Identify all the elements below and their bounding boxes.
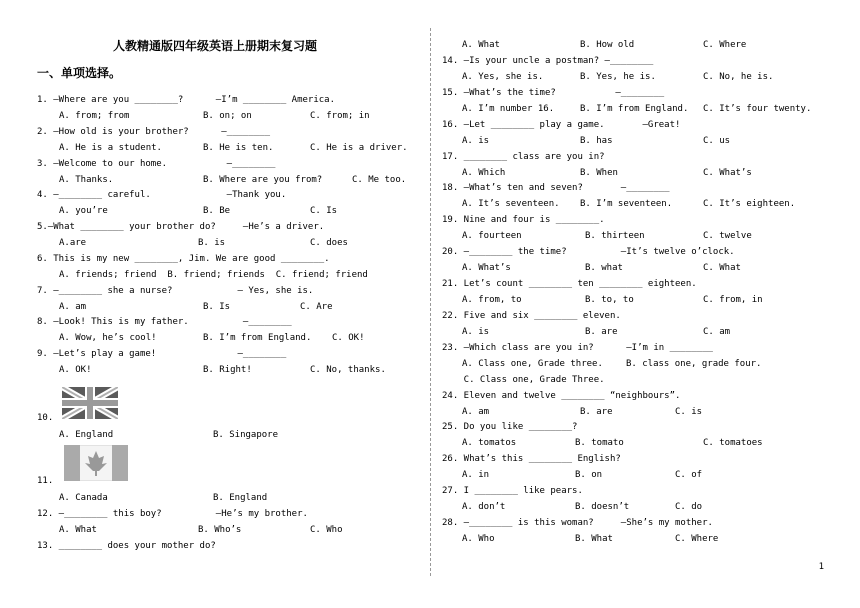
question-text: 16. —Let ________ play a game. —Great! — [442, 120, 681, 130]
answer-option[interactable]: A. you’re — [59, 206, 108, 216]
question-text: 4. —________ careful. —Thank you. — [37, 190, 287, 200]
answer-option[interactable]: B. are — [580, 407, 613, 417]
answer-option[interactable]: A. I’m number 16. — [462, 104, 555, 114]
question-line — [430, 212, 860, 228]
answer-option[interactable]: C. am — [703, 327, 731, 337]
answer-option[interactable]: C. He is a driver. — [310, 143, 408, 153]
question-line — [430, 451, 860, 467]
question-text: 21. Let’s count ________ ten ________ eighteen. — [442, 279, 697, 289]
answer-option[interactable]: B. on — [575, 470, 603, 480]
answer-option[interactable]: A. is — [462, 136, 490, 146]
question-line — [0, 283, 430, 299]
uk-flag-icon — [62, 387, 118, 419]
question-line — [430, 419, 860, 435]
answer-option[interactable]: B. class one, grade four. — [626, 359, 762, 369]
answer-option[interactable]: B. What — [575, 534, 613, 544]
answer-option[interactable]: B. I’m seventeen. — [580, 199, 673, 209]
answer-option[interactable]: A. in — [462, 470, 490, 480]
answer-option[interactable]: A. Yes, she is. — [462, 72, 544, 82]
question-line — [430, 180, 860, 196]
options-line — [430, 101, 860, 117]
answer-option[interactable]: C. from, in — [703, 295, 763, 305]
options-line — [430, 404, 860, 420]
answer-option[interactable]: A. from, to — [462, 295, 522, 305]
question-text: 23. —Which class are you in? —I’m in ________ — [442, 343, 713, 353]
answer-option[interactable]: B. on; on — [203, 111, 252, 121]
options-line — [430, 531, 860, 547]
options-line — [430, 165, 860, 181]
answer-option[interactable]: A. Thanks. — [59, 175, 114, 185]
options-line — [0, 108, 430, 124]
answer-option[interactable]: C. No, he is. — [703, 72, 774, 82]
question-text: 15. —What’s the time? —________ — [442, 88, 665, 98]
question-text: 7. —________ she a nurse? — Yes, she is. — [37, 286, 314, 296]
question-text: 14. —Is your uncle a postman? —________ — [442, 56, 654, 66]
answer-option[interactable]: C. What’s — [703, 168, 752, 178]
question-line — [0, 251, 430, 267]
answer-option[interactable]: B. When — [580, 168, 618, 178]
question-line — [0, 156, 430, 172]
question-text: 18. —What’s ten and seven? —________ — [442, 183, 670, 193]
question-text: 10. — [37, 413, 54, 423]
options-line — [430, 133, 860, 149]
answer-option[interactable]: B. thirteen — [585, 231, 645, 241]
question-line — [430, 244, 860, 260]
options-line — [0, 427, 430, 443]
canada-flag-icon — [64, 445, 128, 481]
answer-option[interactable]: A. am — [59, 302, 87, 312]
options-line — [430, 37, 860, 53]
options-line — [430, 499, 860, 515]
question-line — [430, 388, 860, 404]
question-text: 5.—What ________ your brother do? —He’s a driver. — [37, 222, 325, 232]
answer-option[interactable]: B. Where are you from? — [203, 175, 323, 185]
options-line — [430, 196, 860, 212]
options-line — [0, 267, 430, 283]
question-text: 12. —________ this boy? —He’s my brother. — [37, 509, 308, 519]
options-line — [430, 228, 860, 244]
answer-option[interactable]: C. What — [703, 263, 741, 273]
answer-option[interactable]: C. Who — [310, 525, 343, 535]
question-line — [0, 314, 430, 330]
answer-option[interactable]: B. has — [580, 136, 613, 146]
question-line — [430, 372, 860, 388]
question-line — [430, 276, 860, 292]
answer-option[interactable]: C. Where — [703, 40, 747, 50]
question-line — [430, 85, 860, 101]
question-text: 3. —Welcome to our home. —________ — [37, 159, 276, 169]
options-line — [430, 260, 860, 276]
answer-option[interactable]: A. fourteen — [462, 231, 522, 241]
section-heading: 一、单项选择。 — [37, 66, 122, 80]
question-text: 22. Five and six ________ eleven. — [442, 311, 621, 321]
answer-option[interactable]: A. It’s seventeen. — [462, 199, 560, 209]
answer-option[interactable]: A. Wow, he’s cool! — [59, 333, 157, 343]
answer-option[interactable]: A. from; from — [59, 111, 130, 121]
question-text: 2. —How old is your brother? —________ — [37, 127, 270, 137]
answer-option[interactable]: A. What — [59, 525, 97, 535]
question-line — [430, 53, 860, 69]
options-line — [0, 140, 430, 156]
question-text: 17. ________ class are you in? — [442, 152, 605, 162]
answer-option[interactable]: A. OK! — [59, 365, 92, 375]
answer-option[interactable]: B. are — [585, 327, 618, 337]
options-line — [0, 490, 430, 506]
question-line — [0, 187, 430, 203]
answer-option[interactable]: C. Me too. — [352, 175, 407, 185]
answer-option[interactable]: B. to, to — [585, 295, 634, 305]
answer-option[interactable]: B. is — [198, 238, 226, 248]
answer-option[interactable]: C. twelve — [703, 231, 752, 241]
answer-option[interactable]: B. He is ten. — [203, 143, 274, 153]
question-text: 27. I ________ like pears. — [442, 486, 583, 496]
answer-option[interactable]: C. from; in — [310, 111, 370, 121]
answer-option[interactable]: C. of — [675, 470, 703, 480]
question-line — [430, 483, 860, 499]
answer-option[interactable]: A. tomatos — [462, 438, 517, 448]
question-line — [0, 124, 430, 140]
options-line — [430, 69, 860, 85]
question-text: C. Class one, Grade Three. — [442, 375, 605, 385]
answer-option[interactable]: C. us — [703, 136, 731, 146]
question-line — [430, 149, 860, 165]
answer-option[interactable]: C. It’s four twenty. — [703, 104, 812, 114]
answer-option[interactable]: B. Who’s — [198, 525, 242, 535]
question-text: 19. Nine and four is ________. — [442, 215, 605, 225]
question-line — [430, 117, 860, 133]
question-text: 1. —Where are you ________? —I’m ________ America. — [37, 95, 336, 105]
answer-option[interactable]: C. tomatoes — [703, 438, 763, 448]
question-text: 24. Eleven and twelve ________ “neighbours”. — [442, 391, 681, 401]
question-text: 25. Do you like ________? — [442, 422, 578, 432]
answer-option[interactable]: B. Be — [203, 206, 231, 216]
answer-option[interactable]: C. do — [675, 502, 703, 512]
page-title: 人教精通版四年级英语上册期末复习题 — [112, 39, 317, 53]
answer-option[interactable]: B. tomato — [575, 438, 624, 448]
answer-option[interactable]: A. Who — [462, 534, 495, 544]
question-text: 6. This is my new ________, Jim. We are good ________. — [37, 254, 330, 264]
answer-option[interactable]: B. Singapore — [213, 430, 279, 440]
options-line — [0, 330, 430, 346]
answer-option[interactable]: A. He is a student. — [59, 143, 162, 153]
options-line — [0, 362, 430, 378]
answer-option[interactable]: C. It’s eighteen. — [703, 199, 796, 209]
answer-option[interactable]: B. Is — [203, 302, 231, 312]
options-line — [430, 292, 860, 308]
question-text: 8. —Look! This is my father. —________ — [37, 317, 292, 327]
question-line — [430, 308, 860, 324]
options-line — [0, 522, 430, 538]
answer-option[interactable]: A. friends; friend B. friend; friends C. friend; friend — [59, 270, 368, 280]
options-line — [0, 203, 430, 219]
options-line — [430, 324, 860, 340]
answer-option[interactable]: C. is — [675, 407, 703, 417]
options-line — [430, 356, 860, 372]
answer-option[interactable]: B. How old — [580, 40, 635, 50]
answer-option[interactable]: A. Which — [462, 168, 506, 178]
answer-option[interactable]: A. Class one, Grade three. — [462, 359, 603, 369]
answer-option[interactable]: C. OK! — [332, 333, 365, 343]
answer-option[interactable]: C. does — [310, 238, 348, 248]
answer-option[interactable]: A. is — [462, 327, 490, 337]
answer-option[interactable]: A. England — [59, 430, 114, 440]
options-line — [0, 235, 430, 251]
question-line — [0, 92, 430, 108]
question-text: 9. —Let’s play a game! —________ — [37, 349, 287, 359]
answer-option[interactable]: A. don’t — [462, 502, 506, 512]
question-line — [0, 506, 430, 522]
options-line — [0, 299, 430, 315]
question-line — [430, 340, 860, 356]
answer-option[interactable]: A. am — [462, 407, 490, 417]
answer-option[interactable]: B. Yes, he is. — [580, 72, 656, 82]
options-line — [430, 467, 860, 483]
answer-option[interactable]: A. Canada — [59, 493, 108, 503]
question-line — [0, 219, 430, 235]
question-text: 13. ________ does your mother do? — [37, 541, 216, 551]
answer-option[interactable]: B. England — [213, 493, 268, 503]
question-line — [0, 346, 430, 362]
answer-option[interactable]: A. What — [462, 40, 500, 50]
options-line — [0, 172, 430, 188]
answer-option[interactable]: B. Right! — [203, 365, 252, 375]
answer-option[interactable]: B. I’m from England. — [203, 333, 312, 343]
question-line — [430, 515, 860, 531]
answer-option[interactable]: C. Is — [310, 206, 338, 216]
options-line — [430, 435, 860, 451]
question-text: 11. — [37, 476, 54, 486]
answer-option[interactable]: A.are — [59, 238, 87, 248]
question-text: 28. —________ is this woman? —She’s my mother. — [442, 518, 713, 528]
answer-option[interactable]: B. I’m from England. — [580, 104, 689, 114]
answer-option[interactable]: C. Are — [300, 302, 333, 312]
answer-option[interactable]: C. Where — [675, 534, 719, 544]
answer-option[interactable]: B. what — [585, 263, 623, 273]
answer-option[interactable]: B. doesn’t — [575, 502, 630, 512]
page-number: 1 — [818, 562, 824, 572]
answer-option[interactable]: A. What’s — [462, 263, 511, 273]
question-text: 26. What’s this ________ English? — [442, 454, 621, 464]
question-line — [0, 538, 430, 554]
question-text: 20. —________ the time? —It’s twelve o’clock. — [442, 247, 735, 257]
answer-option[interactable]: C. No, thanks. — [310, 365, 386, 375]
